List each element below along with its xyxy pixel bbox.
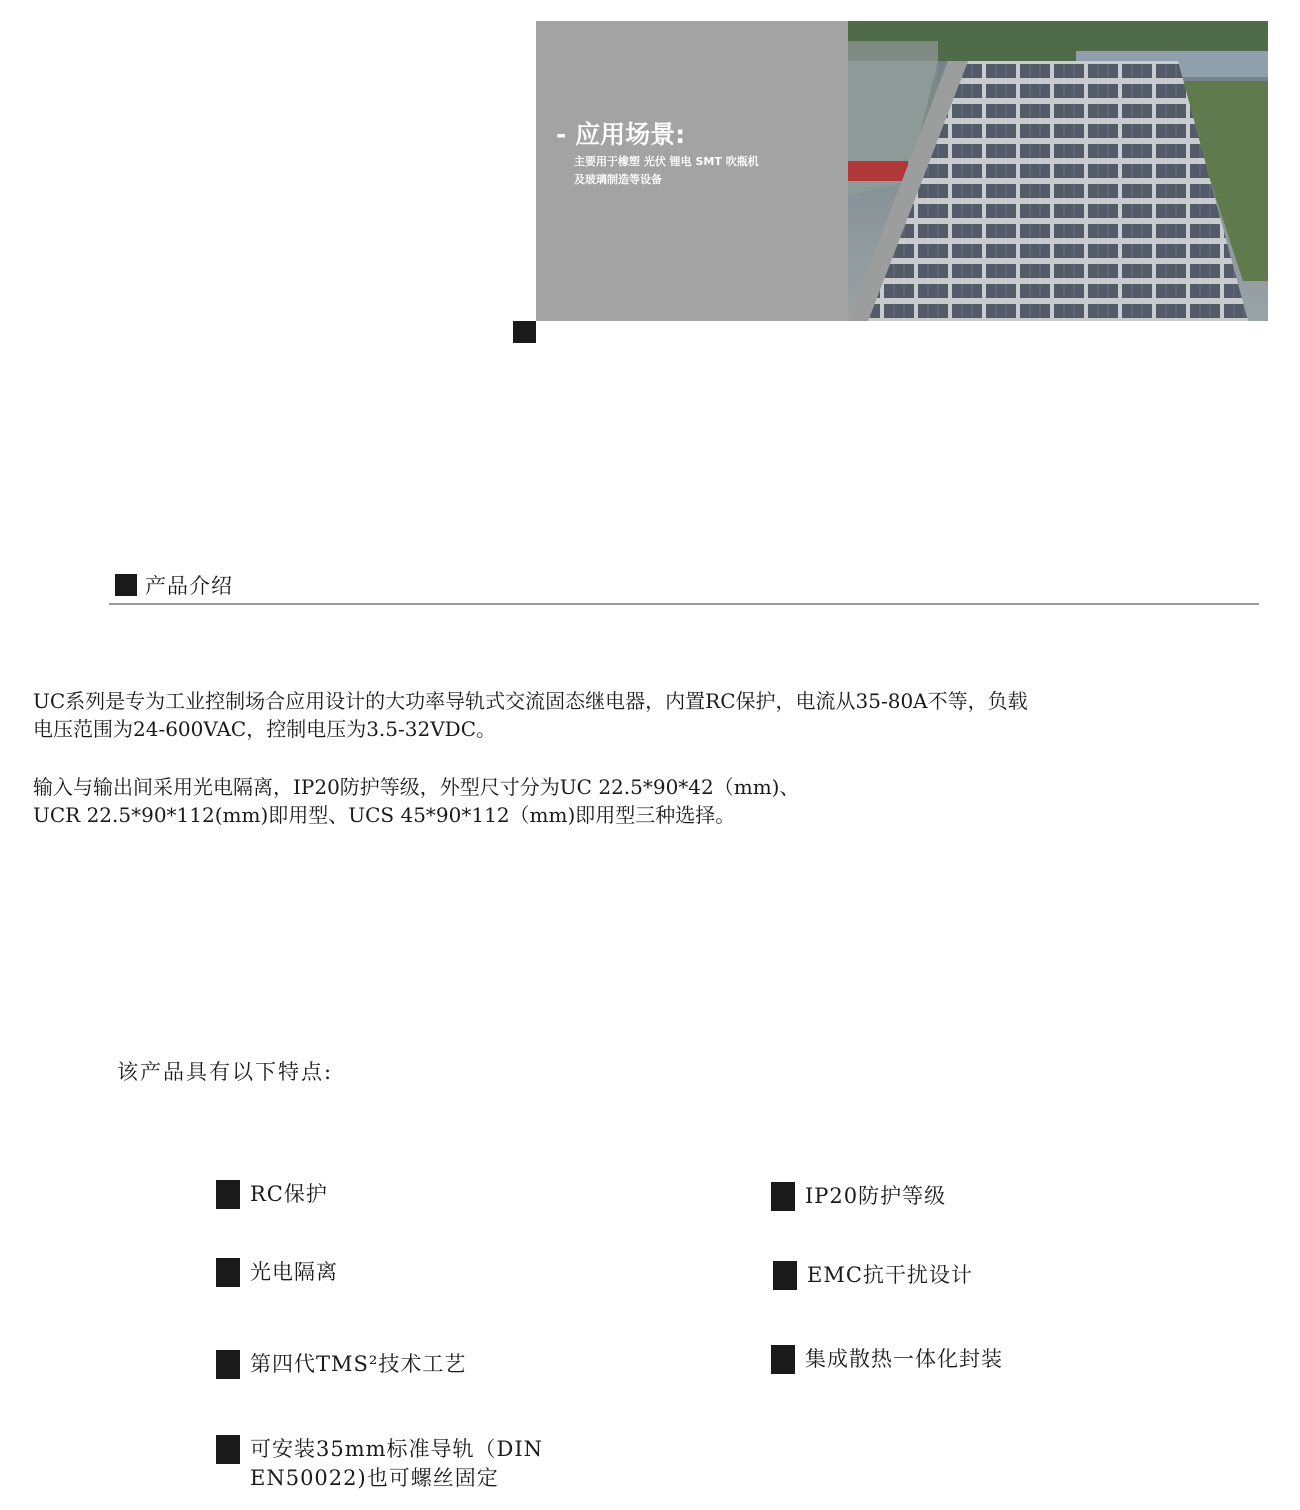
intro-paragraph [33, 773, 1273, 829]
application-banner [536, 21, 1268, 321]
square-bullet-icon [216, 1435, 240, 1464]
feature-text [250, 1435, 543, 1493]
feature-text: 光电隔离 [250, 1260, 338, 1284]
feature-item [216, 1258, 338, 1287]
banner-title: - 应用场景: [556, 120, 686, 149]
feature-text: EMC抗干扰设计 [807, 1263, 973, 1287]
banner-description-line: 及玻璃制造等设备 [574, 173, 662, 186]
intro-line: 电压范围为24-600VAC，控制电压为3.5-32VDC。 [33, 717, 497, 741]
intro-line: 输入与输出间采用光电隔离，IP20防护等级，外型尺寸分为UC 22.5*90*42（mm)、 [33, 775, 800, 799]
banner-text-panel [536, 21, 848, 321]
square-bullet-icon [773, 1261, 797, 1290]
decor-square [513, 321, 536, 343]
feature-text: IP20防护等级 [805, 1184, 947, 1208]
feature-item [771, 1182, 946, 1211]
intro-line: UCR 22.5*90*112(mm)即用型、UCS 45*90*112（mm)即用型三种选择。 [33, 803, 736, 827]
features-label: 该产品具有以下特点: [117, 1060, 334, 1084]
square-bullet-icon [216, 1258, 240, 1287]
feature-text: 第四代TMS²技术工艺 [250, 1352, 467, 1376]
square-bullet-icon [115, 574, 137, 596]
square-bullet-icon [771, 1345, 795, 1374]
feature-item [771, 1345, 1003, 1374]
solar-roof-photo [848, 21, 1268, 321]
section-title: 产品介绍 [145, 574, 233, 598]
square-bullet-icon [771, 1182, 795, 1211]
feature-item [216, 1435, 543, 1493]
feature-item [216, 1350, 466, 1379]
banner-description-line: 主要用于橡塑 光伏 锂电 SMT 吹瓶机 [574, 155, 759, 168]
solar-panel-factory-roof-photo [848, 21, 1268, 321]
feature-item [773, 1261, 973, 1290]
feature-text: RC保护 [250, 1182, 328, 1206]
banner-description [574, 153, 834, 189]
feature-text: 集成散热一体化封装 [805, 1347, 1003, 1371]
feature-item [216, 1180, 328, 1209]
feature-text-line: EN50022)也可螺丝固定 [250, 1466, 499, 1490]
intro-line: UC系列是专为工业控制场合应用设计的大功率导轨式交流固态继电器，内置RC保护，电流从35-80A不等，负载 [33, 689, 1028, 713]
section-heading [115, 570, 233, 600]
section-divider [109, 603, 1259, 605]
intro-paragraph [33, 687, 1273, 743]
square-bullet-icon [216, 1350, 240, 1379]
square-bullet-icon [216, 1180, 240, 1209]
feature-text-line: 可安装35mm标准导轨（DIN [250, 1437, 544, 1461]
